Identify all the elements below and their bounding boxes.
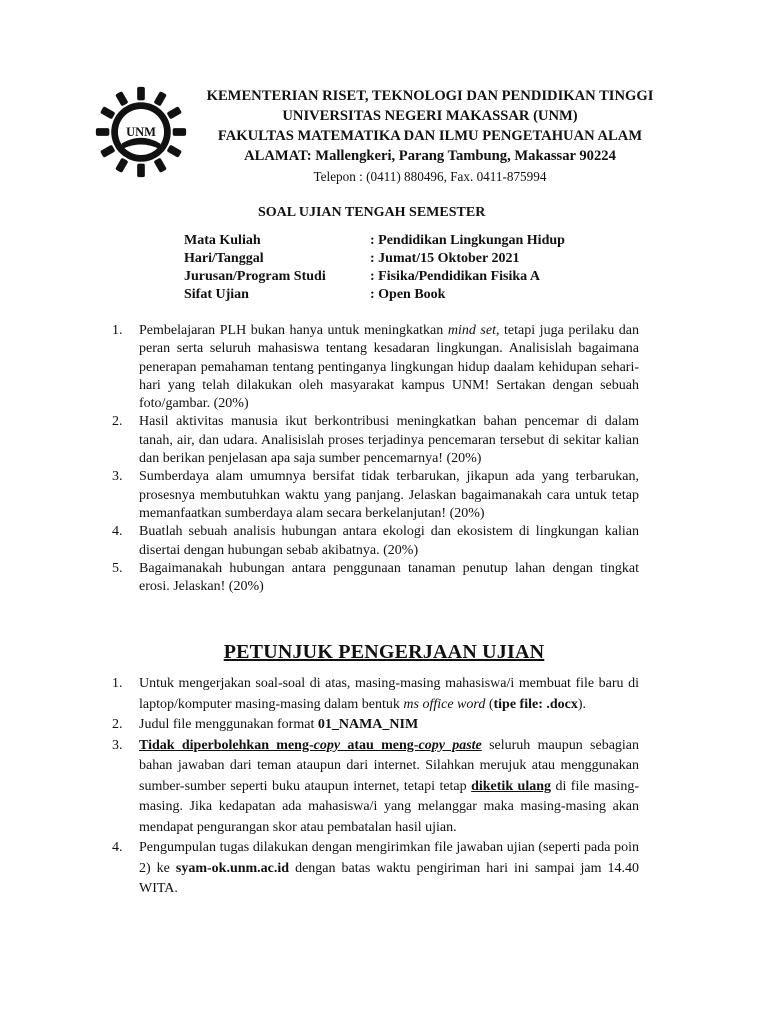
instruction-item: [112, 838, 639, 900]
instruction-item: [112, 715, 639, 736]
instruction-list: [112, 674, 639, 900]
instruction-item: [112, 674, 639, 715]
meta-label: Mata Kuliah: [184, 233, 261, 248]
instruction-text: Pengumpulan tugas dilakukan dengan mengirimkan file jawaban ujian (seperti pada poin 2) ke: [139, 840, 639, 876]
address: ALAMAT: Mallengkeri, Parang Tambung, Makassar 90224: [244, 148, 616, 164]
instruction-text: seluruh maupun sebagian bahan jawaban dari teman ataupun dari internet. Silahkan merujuk atau menggunakan sumber-sumber seperti buku ataupun internet, tetapi tetap: [139, 737, 640, 794]
instruction-strong: copy paste: [418, 737, 482, 753]
meta-value: : Jumat/15 Oktober 2021: [370, 251, 520, 266]
instruction-number: 3.: [112, 737, 123, 753]
file-name-format: 01_NAMA_NIM: [317, 717, 419, 732]
meta-value: : Fisika/Pendidikan Fisika A: [370, 269, 540, 284]
instruction-text: (: [485, 696, 494, 712]
instruction-strong: atau meng-: [340, 737, 419, 753]
meta-value: : Open Book: [370, 287, 446, 302]
instruction-strong: Tidak diperbolehkan meng-: [139, 737, 314, 753]
exam-title: SOAL UJIAN TENGAH SEMESTER: [258, 205, 486, 220]
question-item: [112, 413, 639, 468]
logo-text: UNM: [126, 124, 156, 139]
meta-label: Hari/Tanggal: [184, 251, 264, 266]
question-list: [112, 322, 639, 596]
instruction-emphasis: ms office word: [403, 696, 486, 712]
instruction-strong: copy: [313, 737, 341, 753]
instruction-text: dengan batas waktu pengiriman hari ini sampai jam 14.40 WITA.: [139, 860, 639, 896]
letterhead: [190, 86, 670, 186]
submission-url: syam-ok.unm.ac.id: [175, 860, 290, 876]
instruction-number: 2.: [112, 717, 123, 732]
question-number: 1.: [112, 323, 123, 338]
instruction-number: 1.: [112, 676, 123, 691]
contact-phone-fax: Telepon : (0411) 880496, Fax. 0411-875994: [313, 169, 547, 184]
question-item: [112, 523, 639, 560]
meta-label: Jurusan/Program Studi: [184, 269, 326, 284]
faculty-name: FAKULTAS MATEMATIKA DAN ILMU PENGETAHUAN ALAM: [217, 128, 643, 144]
question-text: Hasil aktivitas manusia ikut berkontribusi meningkatkan bahan pencemar di dalam tanah, air, dan udara. Analisislah proses terjadinya pencemaran tersebut di sekitar kalian dan berikan penjelasan apa saja sumber pencemarnya! (20%): [139, 414, 639, 467]
instruction-strong: diketik ulang: [471, 778, 552, 794]
question-number: 4.: [112, 524, 123, 540]
question-number: 2.: [112, 414, 123, 430]
question-item: [112, 560, 639, 597]
question-text: , tetapi juga perilaku dan peran serta seluruh mahasiswa tentang kesadaran lingkungan. Analisislah bagaimana penerapan pemahaman tentang pentinganya lingkungan hidup daalam kehidupan sehari-hari yang telah dilakukan oleh masyarakat kampus UNM! Sertakan dengan sebuah foto/gambar. (20%): [139, 323, 639, 412]
ministry-name: KEMENTERIAN RISET, TEKNOLOGI DAN PENDIDIKAN TINGGI: [206, 88, 654, 104]
question-text: Bagaimanakah hubungan antara penggunaan tanaman penutup lahan dengan tingkat erosi. Jelaskan! (20%): [139, 560, 639, 595]
instruction-text: ).: [577, 696, 587, 712]
meta-value: : Pendidikan Lingkungan Hidup: [370, 233, 565, 248]
question-text: Pembelajaran PLH bukan hanya untuk meningkatkan: [139, 323, 448, 338]
question-number: 3.: [112, 469, 123, 485]
instructions-title-text: PETUNJUK PENGERJAAN UJIAN: [223, 641, 545, 663]
question-item: [112, 322, 639, 413]
instructions-title: [0, 641, 768, 664]
question-item: [112, 468, 639, 523]
question-emphasis: mind set: [447, 323, 496, 338]
instruction-text: Untuk mengerjakan soal-soal di atas, masing-masing mahasiswa/i membuat file baru di laptop/komputer masing-masing dalam bentuk: [139, 676, 639, 712]
instruction-text: Judul file menggunakan format: [139, 717, 318, 732]
question-text: Sumberdaya alam umumnya bersifat tidak terbarukan, jikapun ada yang terbarukan, prosesnya membutuhkan waktu yang panjang. Jelaskan bagaimanakah cara untuk tetap memanfaatkan sumberdaya alam secara berkelanjutan! (20%): [139, 469, 639, 521]
meta-label: Sifat Ujian: [184, 287, 249, 302]
university-name: UNIVERSITAS NEGERI MAKASSAR (UNM): [282, 108, 578, 124]
question-text: Buatlah sebuah analisis hubungan antara ekologi dan ekosistem di lingkungan kalian disertai dengan hubungan sebab akibatnya. (20%): [139, 524, 639, 558]
question-number: 5.: [112, 560, 123, 576]
instruction-number: 4.: [112, 840, 123, 855]
instruction-strong: tipe file: .docx: [493, 696, 578, 712]
instruction-text: di file masing-masing. Jika kedapatan ada mahasiswa/i yang melanggar maka masing-masing akan mendapat pengurangan skor atau pembatalan hasil ujian.: [139, 778, 639, 835]
instruction-item: [112, 736, 639, 839]
unm-logo: [93, 84, 189, 180]
